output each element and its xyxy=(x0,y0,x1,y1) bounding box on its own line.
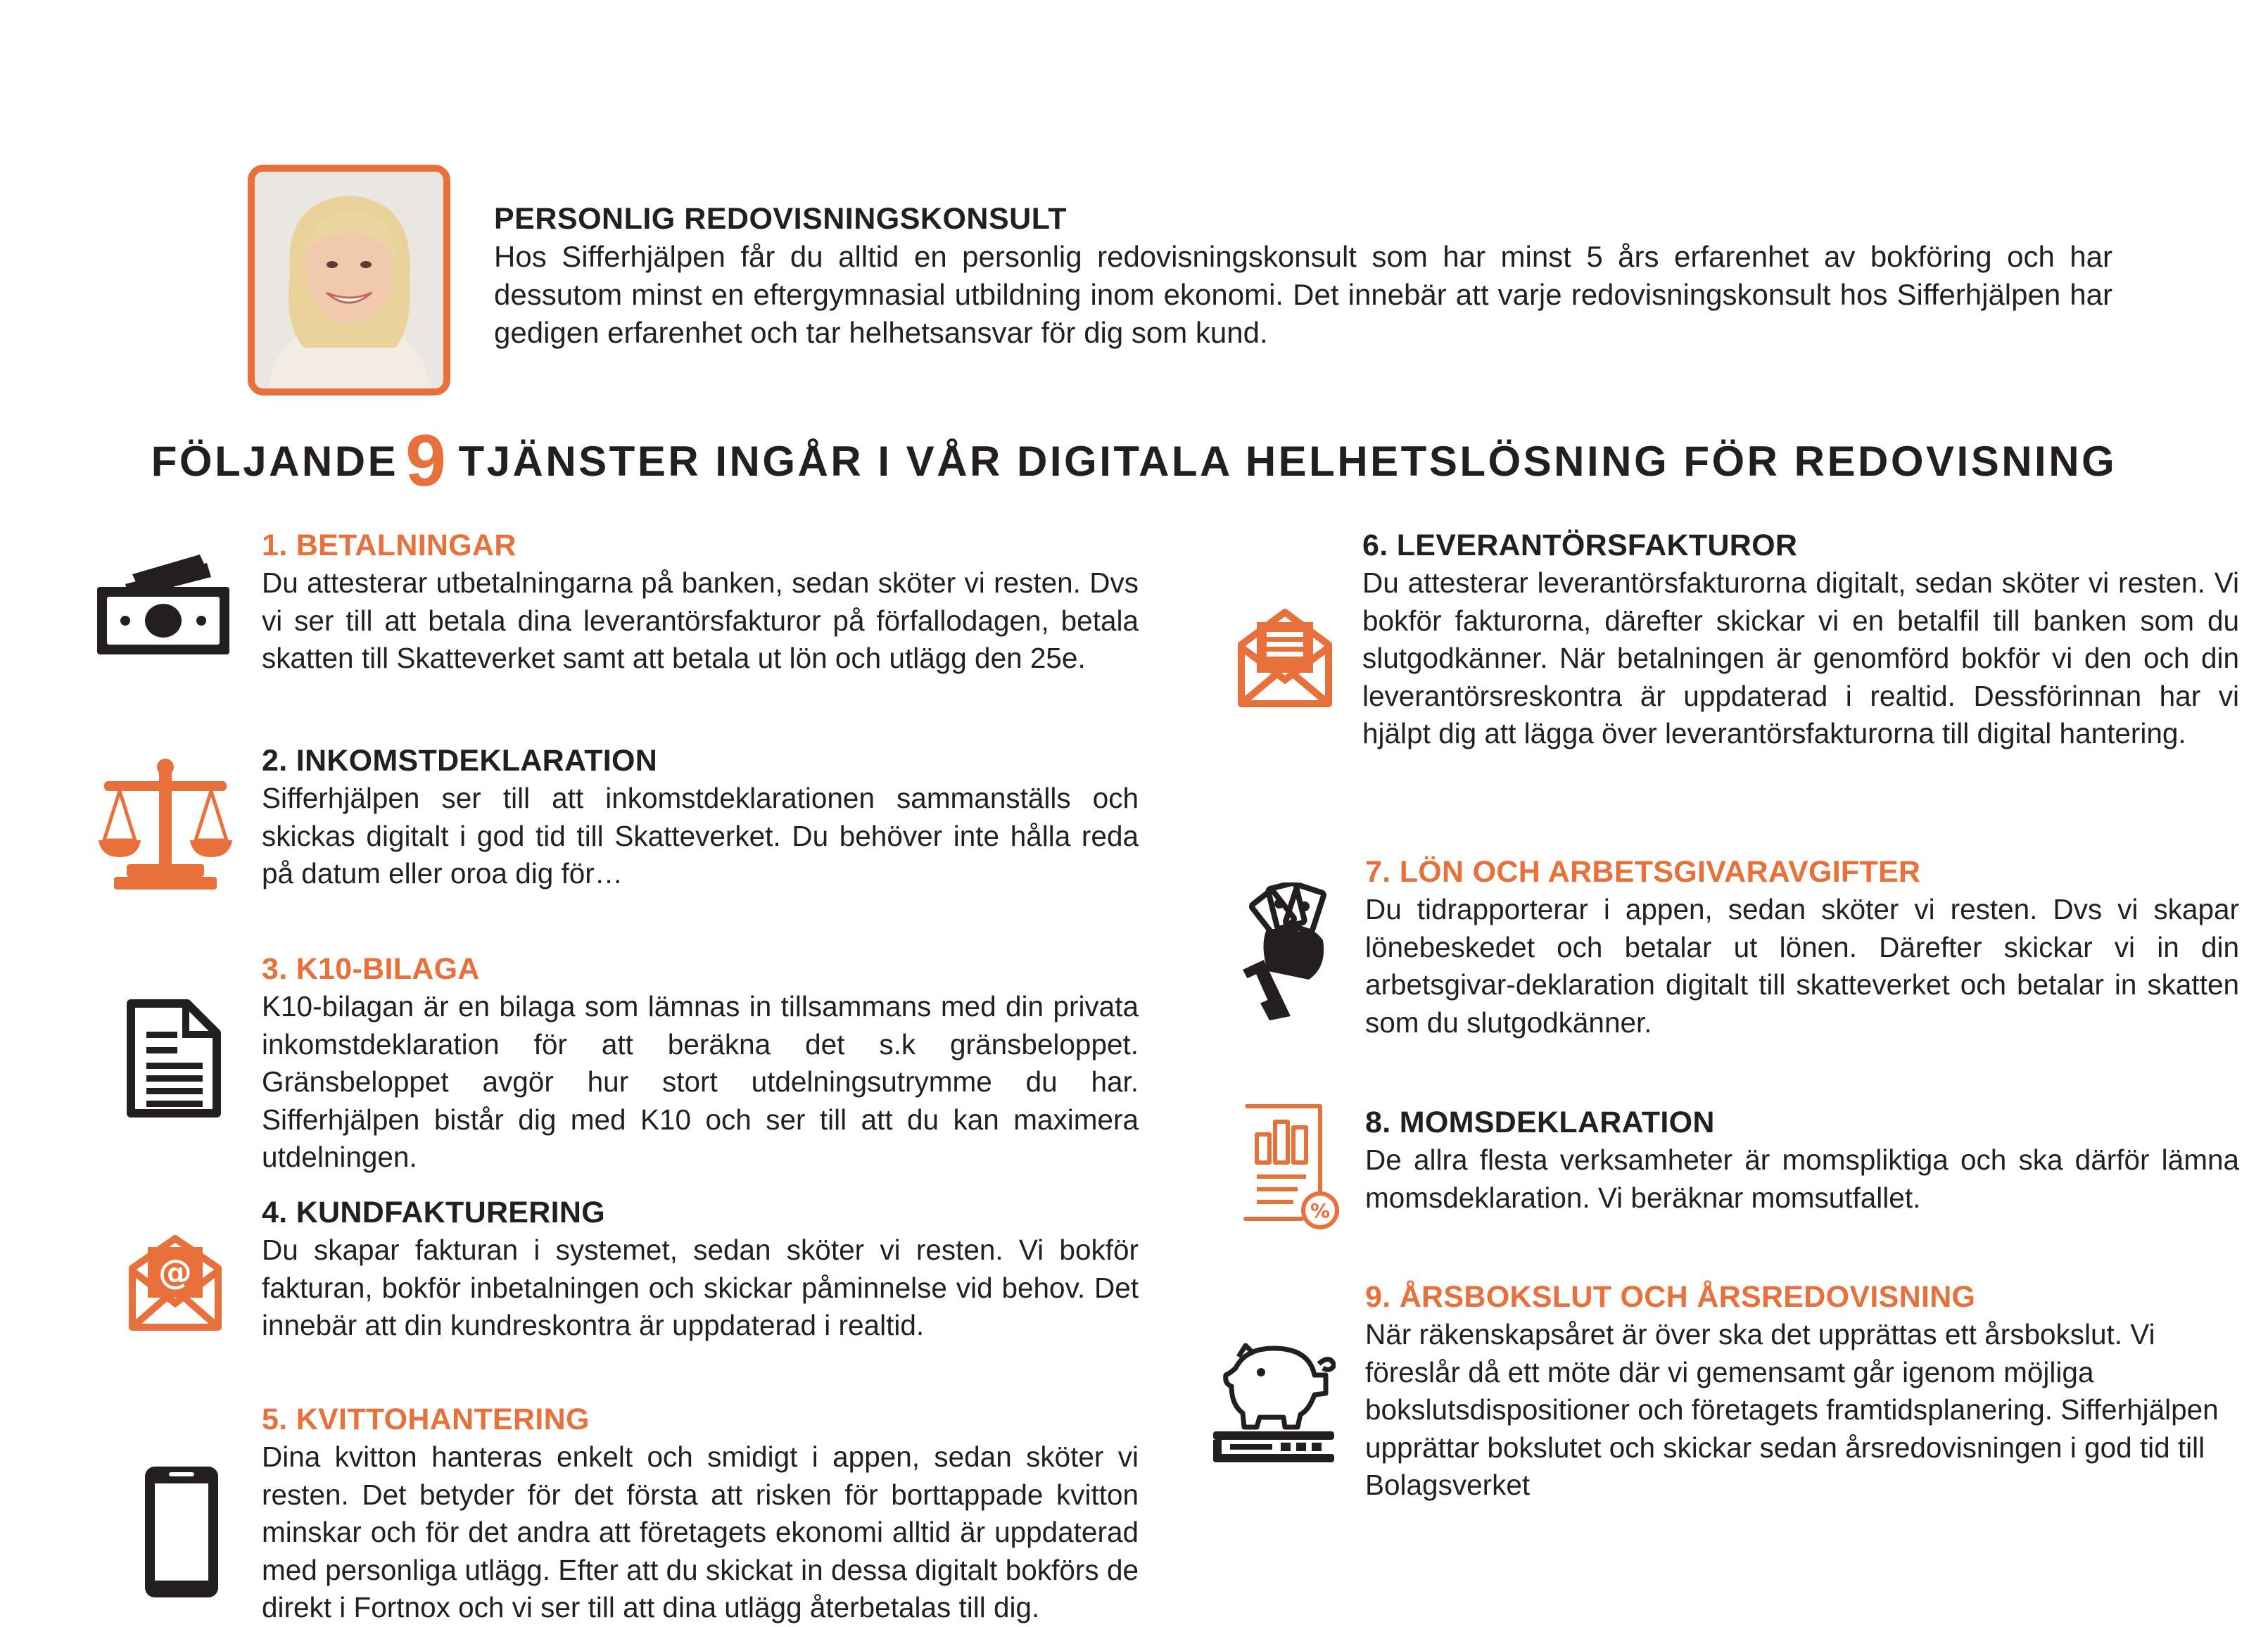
envelope-letter-icon xyxy=(1237,607,1333,708)
consultant-photo xyxy=(248,165,450,395)
svg-text:@: @ xyxy=(158,1253,192,1292)
service-title: 3. K10-BILAGA xyxy=(262,952,480,986)
money-icon xyxy=(94,553,232,656)
scale-icon xyxy=(99,757,232,891)
service-title: 6. LEVERANTÖRSFAKTUROR xyxy=(1362,528,1798,562)
service-title: 7. LÖN OCH ARBETSGIVARAVGIFTER xyxy=(1365,855,1921,889)
service-8 xyxy=(1365,1103,2239,1217)
service-title: 4. KUNDFAKTURERING xyxy=(262,1196,605,1229)
service-5 xyxy=(262,1400,1139,1627)
service-text: Sifferhjälpen ser till att inkomstdeklarationen sammanställs och skickas digitalt i god tid till Skatteverket. Du behöver inte hålla reda på datum eller oroa dig för… xyxy=(262,782,1139,890)
service-1 xyxy=(262,526,1139,678)
service-7 xyxy=(1365,853,2239,1042)
piggy-bank-icon xyxy=(1210,1340,1336,1464)
service-text: Du tidrapporterar i appen, sedan sköter vi resten. Dvs vi skapar lönebeskedet och betalar ut lönen. Därefter skickar vi in din arbetsgivar-deklaration digitalt till skatteverket och betalar in skatten som du slutgodkänner. xyxy=(1365,893,2239,1039)
email-invoice-icon xyxy=(128,1233,222,1331)
service-9 xyxy=(1365,1278,2239,1505)
profile-title: PERSONLIG REDOVISNINGSKONSULT xyxy=(494,202,1068,236)
smartphone-icon xyxy=(144,1465,220,1599)
service-3 xyxy=(262,950,1139,1177)
hand-money-icon xyxy=(1238,882,1337,1020)
services-headline xyxy=(0,419,2268,503)
svg-text:%: % xyxy=(1310,1199,1331,1222)
headline-number: 9 xyxy=(405,420,449,502)
consultant-portrait xyxy=(255,172,443,388)
service-4 xyxy=(262,1194,1139,1345)
service-text: Dina kvitton hanteras enkelt och smidigt i appen, sedan sköter vi resten. Det betyder för det första att risken för borttappade kvitton minskar och för det andra att företagets ekonomi alltid är uppdaterad med personliga utlägg. Efter att du skickat in dessa digitalt bokförs de direkt i Fortnox och vi ser till att dina utlägg återbetalas till dig. xyxy=(262,1441,1139,1623)
service-2 xyxy=(262,742,1139,893)
service-text: Du skapar fakturan i systemet, sedan sköter vi resten. Vi bokför fakturan, bokför inbetalningen och skickar påminnelse vid behov. Det innebär att din kundreskontra är uppdaterad i realtid. xyxy=(262,1234,1139,1341)
service-6 xyxy=(1362,526,2239,753)
tax-report-icon xyxy=(1241,1103,1340,1230)
profile-text: Hos Sifferhjälpen får du alltid en personlig redovisningskonsult som har minst 5 års erfarenhet av bokföring och har dessutom minst en eftergymnasial utbildning inom ekonomi. Det innebär att varje redovisningskonsult hos Sifferhjälpen har gedigen erfarenhet och tar helhetsansvar för dig som kund. xyxy=(494,240,2112,349)
service-text: När räkenskapsåret är över ska det upprättas ett årsbokslut. Vi föreslår då ett möte där vi gemensamt går igenom möjliga bokslutsdispositioner och företagets framtidsplanering. Sifferhjälpen upprättar bokslutet och skickar sedan årsredovisningen i god tid till Bolagsverket xyxy=(1365,1318,2219,1501)
headline-after: TJÄNSTER INGÅR I VÅR DIGITALA HELHETSLÖSNING FÖR REDOVISNING xyxy=(458,438,2117,485)
service-title: 1. BETALNINGAR xyxy=(262,528,517,562)
headline-before: FÖLJANDE xyxy=(151,438,399,485)
profile-section xyxy=(494,200,2112,352)
service-text: K10-bilagan är en bilaga som lämnas in tillsammans med din privata inkomstdeklaration för att beräkna det s.k gränsbeloppet. Gränsbeloppet avgör hur stort utdelningsutrymme du har. Sifferhjälpen bistår dig med K10 och ser till att du kan maximera utdelningen. xyxy=(262,990,1139,1173)
service-title: 2. INKOMSTDEKLARATION xyxy=(262,744,658,778)
service-text: De allra flesta verksamheter är momspliktiga och ska därför lämna momsdeklaration. Vi beräknar momsutfallet. xyxy=(1365,1144,2239,1214)
service-title: 9. ÅRSBOKSLUT OCH ÅRSREDOVISNING xyxy=(1365,1280,1976,1314)
service-text: Du attesterar utbetalningarna på banken, sedan sköter vi resten. Dvs vi ser till att betala dina leverantörsfakturor på förfallodagen, betala skatten till Skatteverket samt att betala ut lön och utlägg den 25e. xyxy=(262,566,1139,674)
service-text: Du attesterar leverantörsfakturorna digitalt, sedan sköter vi resten. Vi bokför fakturorna, därefter skickar vi en betalfil till banken som du slutgodkänner. När betalningen är genomförd bokför vi den och din leverantörsreskontra är uppdaterad i realtid. Dessförinnan har vi hjälpt dig att lägga över leverantörsfakturorna till digital hantering. xyxy=(1362,566,2239,749)
service-title: 8. MOMSDEKLARATION xyxy=(1365,1106,1715,1139)
document-icon xyxy=(127,999,221,1118)
service-title: 5. KVITTOHANTERING xyxy=(262,1403,590,1436)
